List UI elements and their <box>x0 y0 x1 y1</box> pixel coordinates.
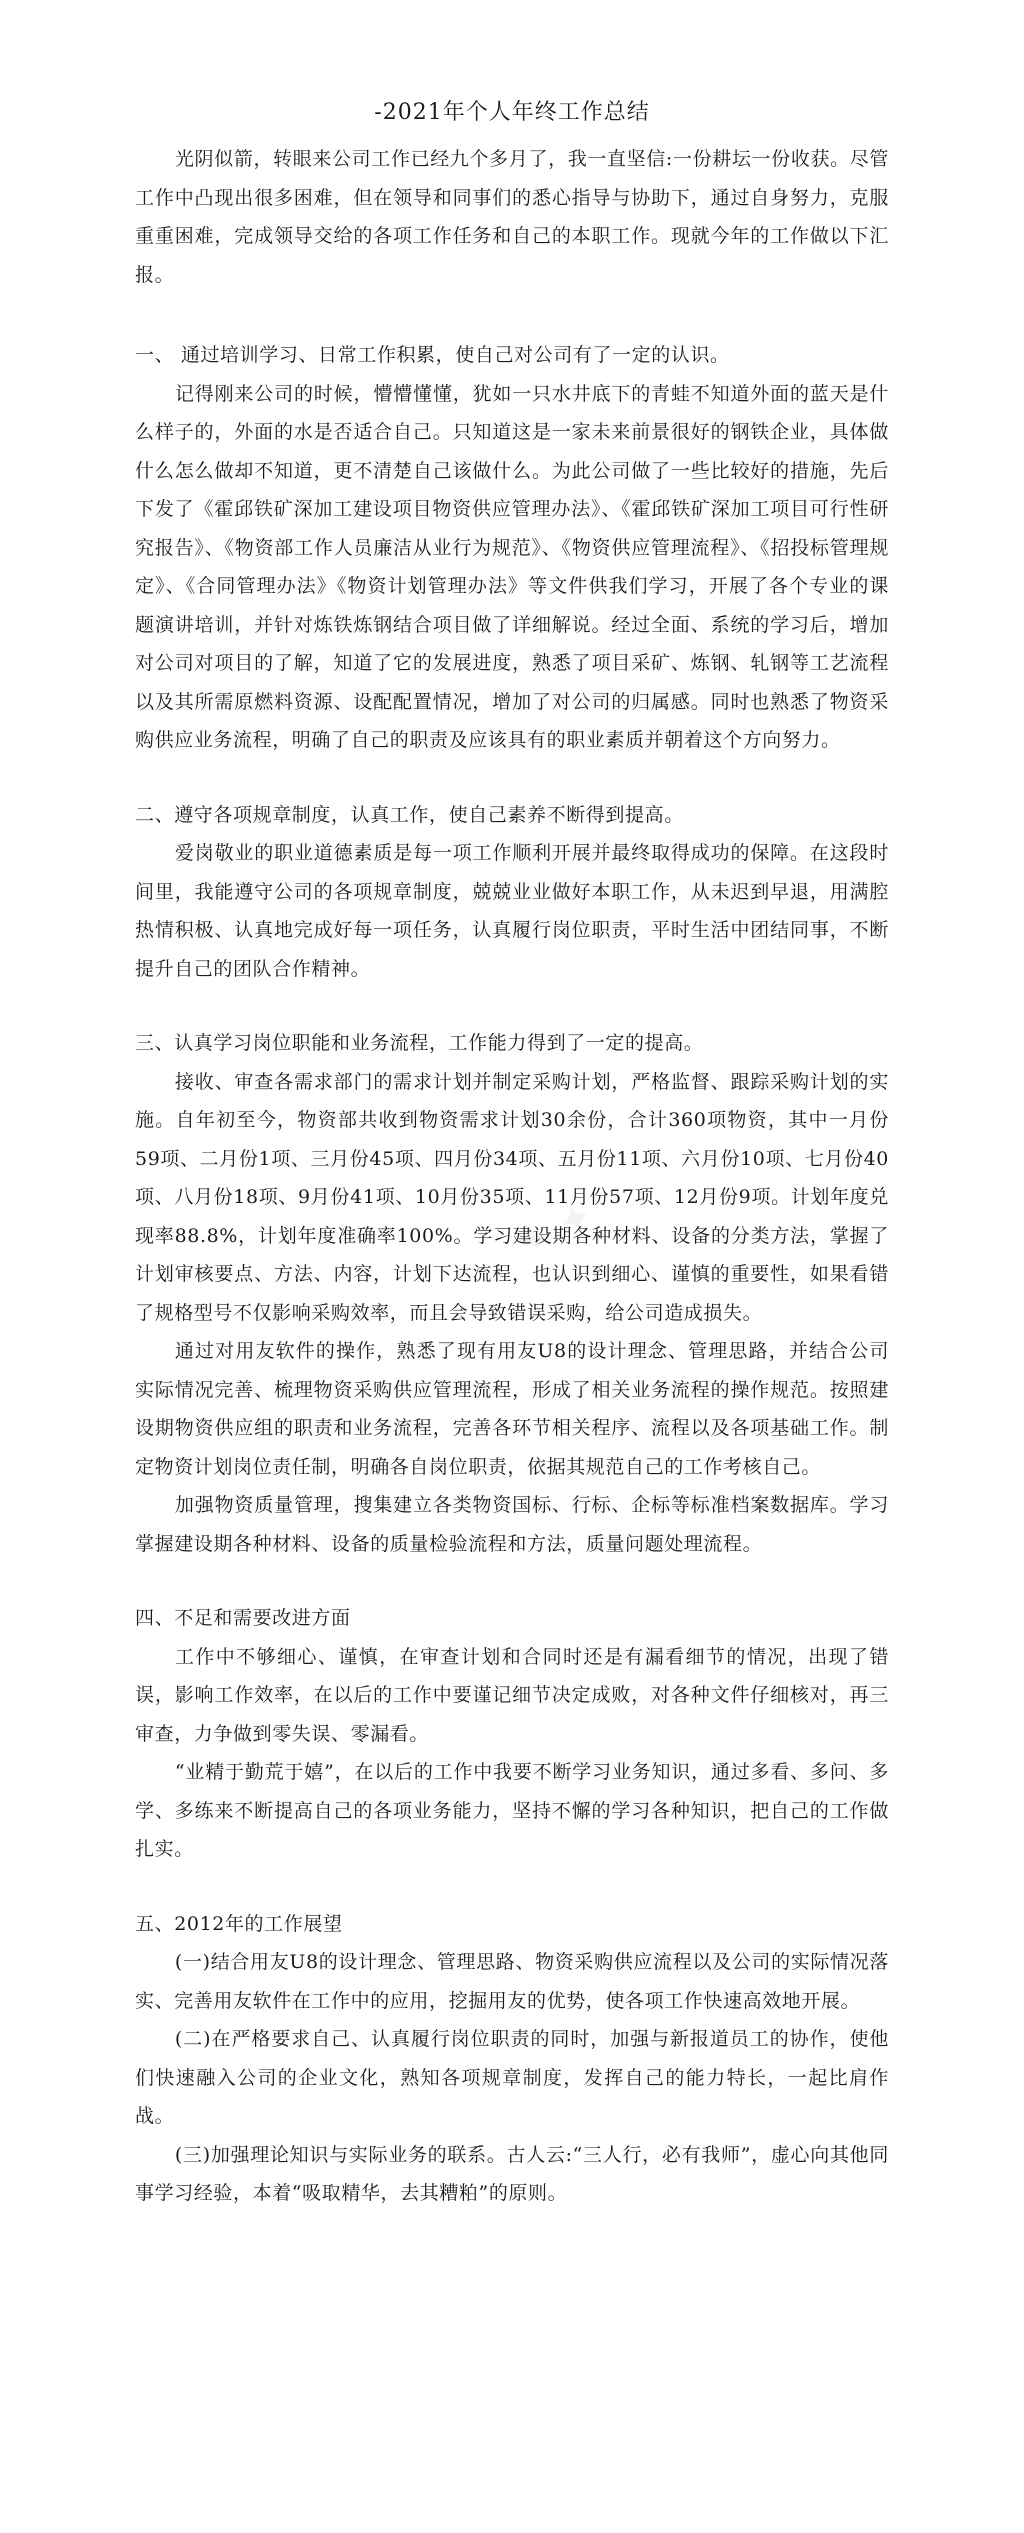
section-2-heading: 二、遵守各项规章制度，认真工作，使自己素养不断得到提高。 <box>135 803 684 826</box>
document-title: -2021年个人年终工作总结 <box>374 100 650 125</box>
section-1-heading: 一、 通过培训学习、日常工作积累，使自己对公司有了一定的认识。 <box>135 344 730 366</box>
section-2-paragraph-1: 爱岗敬业的职业道德素质是每一项工作顺利开展并最终取得成功的保障。在这段时间里，我能遵守公司的各项规章制度，兢兢业业做好本职工作，从未迟到早退，用满腔热情积极、认真地完成好每一项任务，认真履行岗位职责，平时生活中团结同事，不断提升自己的团队合作精神。 <box>135 842 889 980</box>
section-3-heading: 三、认真学习岗位职能和业务流程，工作能力得到了一定的提高。 <box>135 1032 704 1054</box>
section-4-paragraph-1: 工作中不够细心、谨慎，在审查计划和合同时还是有漏看细节的情况，出现了错误，影响工作效率，在以后的工作中要谨记细节决定成败，对各种文件仔细核对，再三审查，力争做到零失误、零漏看。 <box>135 1645 889 1745</box>
intro-paragraph: 光阴似箭，转眼来公司工作已经九个多月了，我一直坚信:一份耕坛一份收获。尽管工作中凸现出很多困难，但在领导和同事们的悉心指导与协助下，通过自身努力，克服重重困难，完成领导交给的各项工作任务和自己的本职工作。现就今年的工作做以下汇报。 <box>135 148 889 286</box>
section-5-paragraph-1: (一)结合用友U8的设计理念、管理思路、物资采购供应流程以及公司的实际情况落实、完善用友软件在工作中的应用，挖掘用友的优势，使各项工作快速高效地开展。 <box>135 1951 889 2012</box>
section-3-paragraph-2: 通过对用友软件的操作，熟悉了现有用友U8的设计理念、管理思路，并结合公司实际情况完善、梳理物资采购供应管理流程，形成了相关业务流程的操作规范。按照建设期物资供应组的职责和业务流程，完善各环节相关程序、流程以及各项基础工作。制定物资计划岗位责任制，明确各自岗位职责，依据其规范自己的工作考核自己。 <box>135 1340 889 1478</box>
section-3-paragraph-3: 加强物资质量管理，搜集建立各类物资国标、行标、企标等标准档案数据库。学习掌握建设期各种材料、设备的质量检验流程和方法，质量问题处理流程。 <box>135 1494 889 1555</box>
section-1-paragraph-1: 记得刚来公司的时候，懵懵懂懂，犹如一只水井底下的青蛙不知道外面的蓝天是什么样子的，外面的水是否适合自己。只知道这是一家未来前景很好的钢铁企业，具体做什么怎么做却不知道，更不清楚自己该做什么。为此公司做了一些比较好的措施，先后下发了《霍邱铁矿深加工建设项目物资供应管理办法》、《霍邱铁矿深加工项目可行性研究报告》、《物资部工作人员廉洁从业行为规范》、《物资供应管理流程》、《招投标管理规定》、《合同管理办法》《物资计划管理办法》等文件供我们学习，开展了各个专业的课题演讲培训，并针对炼铁炼钢结合项目做了详细解说。经过全面、系统的学习后，增加对公司对项目的了解，知道了它的发展进度，熟悉了项目采矿、炼钢、轧钢等工艺流程以及其所需原燃料资源、设配配置情况，增加了对公司的归属感。同时也熟悉了物资采购供应业务流程，明确了自己的职责及应该具有的职业素质并朝着这个方向努力。 <box>135 382 889 751</box>
watermark-graphic: ✦ ✦ <box>509 1192 601 1268</box>
section-3-paragraph-1: 接收、审查各需求部门的需求计划并制定采购计划，严格监督、跟踪采购计划的实施。自年初至今，物资部共收到物资需求计划30余份，合计360项物资，其中一月份59项、二月份1项、三月份45项、四月份34项、五月份11项、六月份10项、七月份40项、八月份18项、9月份41项、10月份35项、11月份57项、12月份9项。计划年度兑现率88.8%，计划年度准确率100%。学习建设期各种材料、设备的分类方法，掌握了计划审核要点、方法、内容，计划下达流程，也认识到细心、谨慎的重要性，如果看错了规格型号不仅影响采购效率，而且会导致错误采购，给公司造成损失。 <box>135 1070 889 1324</box>
section-5-paragraph-3: (三)加强理论知识与实际业务的联系。古人云:“三人行，必有我师”，虚心向其他同事学习经验，本着“吸取精华，去其糟粕”的原则。 <box>135 2143 889 2204</box>
section-4-paragraph-2: “业精于勤荒于嬉”，在以后的工作中我要不断学习业务知识，通过多看、多问、多学、多练来不断提高自己的各项业务能力，坚持不懈的学习各种知识，把自己的工作做扎实。 <box>135 1761 889 1860</box>
section-5-heading: 五、2012年的工作展望 <box>135 1912 343 1935</box>
section-5-paragraph-2: (二)在严格要求自己、认真履行岗位职责的同时，加强与新报道员工的协作，使他们快速融入公司的企业文化，熟知各项规章制度，发挥自己的能力特长，一起比肩作战。 <box>135 2028 889 2127</box>
section-4-heading: 四、不足和需要改进方面 <box>135 1607 351 1629</box>
